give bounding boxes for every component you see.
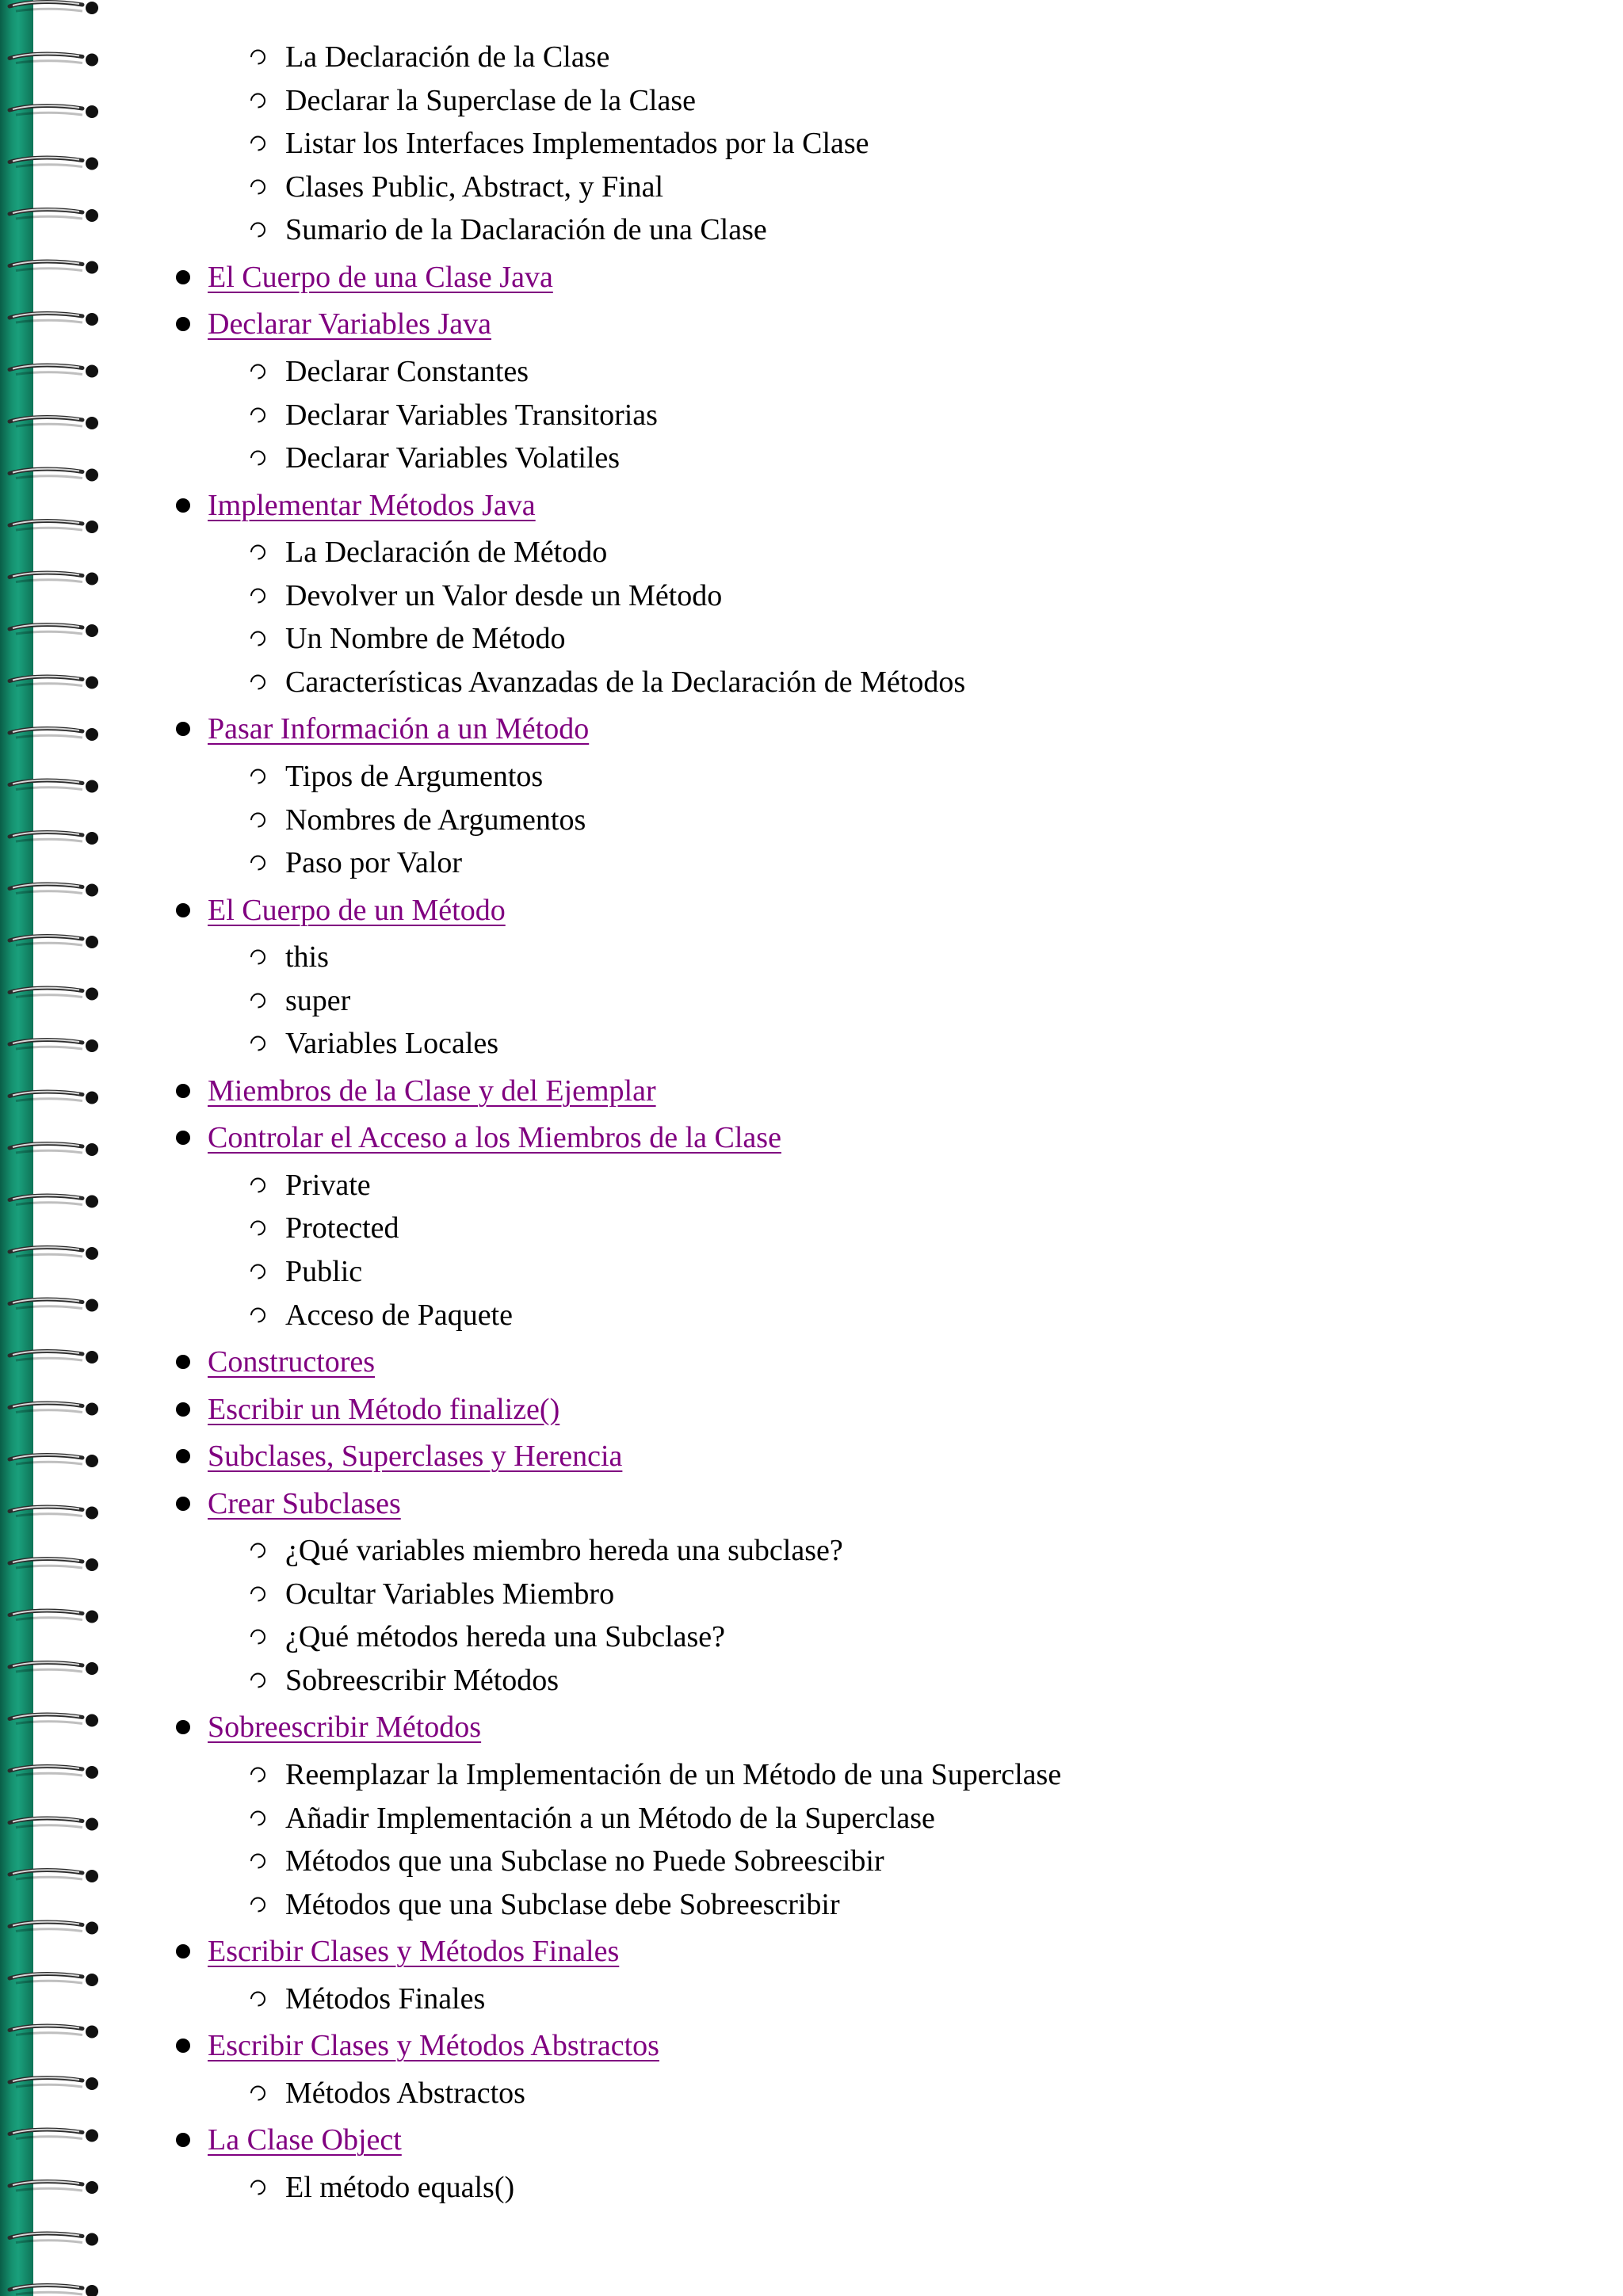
toc-subitem-label: Métodos que una Subclase debe Sobreescribir (285, 1887, 840, 1921)
toc-subitem-label: Tipos de Argumentos (285, 759, 544, 793)
filled-bullet-icon (176, 270, 190, 284)
filled-bullet-icon (176, 1720, 190, 1734)
toc-link[interactable]: Escribir un Método finalize() (208, 1392, 560, 1426)
open-circle-bullet-icon (247, 1540, 269, 1562)
toc-subitem-label: Devolver un Valor desde un Método (285, 578, 723, 612)
toc-subitem-label: Listar los Interfaces Implementados por la Clase (285, 127, 869, 161)
toc-subitem-label: Declarar Constantes (285, 354, 529, 388)
toc-subitem-label: ¿Qué variables miembro hereda una subclase? (285, 1534, 843, 1568)
open-circle-bullet-icon (247, 360, 269, 382)
toc-link[interactable]: Sobreescribir Métodos (208, 1711, 482, 1745)
open-circle-bullet-icon (247, 990, 269, 1011)
toc-subitem-label: Variables Locales (285, 1027, 499, 1061)
filled-bullet-icon (176, 317, 190, 331)
toc-subitem-label: La Declaración de la Clase (285, 40, 610, 74)
open-circle-bullet-icon (247, 1261, 269, 1283)
filled-bullet-icon (176, 1402, 190, 1417)
open-circle-bullet-icon (247, 176, 269, 197)
filled-bullet-icon (176, 2039, 190, 2053)
toc-subitem-label: Declarar Variables Transitorias (285, 398, 658, 432)
toc-link[interactable]: Crear Subclases (208, 1486, 401, 1520)
toc-link[interactable]: El Cuerpo de una Clase Java (208, 260, 553, 294)
toc-subitem-label: Nombres de Argumentos (285, 803, 586, 837)
open-circle-bullet-icon (247, 219, 269, 241)
open-circle-bullet-icon (247, 765, 269, 787)
open-circle-bullet-icon (247, 585, 269, 606)
toc-subitem-label: Métodos Abstractos (285, 2076, 525, 2110)
toc-link[interactable]: Controlar el Acceso a los Miembros de la Clase (208, 1121, 781, 1155)
filled-bullet-icon (176, 1084, 190, 1098)
open-circle-bullet-icon (247, 852, 269, 874)
open-circle-bullet-icon (247, 1669, 269, 1691)
toc-subitem-label: Clases Public, Abstract, y Final (285, 170, 664, 204)
open-circle-bullet-icon (247, 1627, 269, 1648)
open-circle-bullet-icon (247, 1583, 269, 1604)
filled-bullet-icon (176, 1944, 190, 1958)
toc-subitem-label: El método equals() (285, 2170, 515, 2204)
toc-link[interactable]: Declarar Variables Java (208, 307, 491, 341)
toc-subitem-label: Paso por Valor (285, 846, 463, 880)
filled-bullet-icon (176, 498, 190, 513)
open-circle-bullet-icon (247, 1033, 269, 1055)
open-circle-bullet-icon (247, 628, 269, 650)
filled-bullet-icon (176, 1449, 190, 1463)
filled-bullet-icon (176, 903, 190, 917)
toc-subitem-label: Public (285, 1255, 363, 1288)
filled-bullet-icon (176, 2133, 190, 2147)
open-circle-bullet-icon (247, 947, 269, 968)
open-circle-bullet-icon (247, 1218, 269, 1239)
toc-subitem-label: Ocultar Variables Miembro (285, 1577, 615, 1611)
open-circle-bullet-icon (247, 1988, 269, 2009)
open-circle-bullet-icon (247, 2176, 269, 2198)
toc-link[interactable]: La Clase Object (208, 2123, 402, 2157)
toc-subitem-label: Añadir Implementación a un Método de la Superclase (285, 1801, 935, 1835)
open-circle-bullet-icon (247, 404, 269, 425)
open-circle-bullet-icon (247, 542, 269, 563)
filled-bullet-icon (176, 1497, 190, 1511)
toc-link[interactable]: Implementar Métodos Java (208, 488, 536, 522)
toc-subitem-label: Reemplazar la Implementación de un Método de una Superclase (285, 1757, 1062, 1791)
open-circle-bullet-icon (247, 133, 269, 154)
toc-subitem-label: super (285, 983, 351, 1017)
toc-subitem-label: this (285, 940, 329, 974)
toc-subitem-label: Métodos Finales (285, 1981, 486, 2016)
toc-subitem-label: Protected (285, 1211, 399, 1245)
toc-subitem-label: Private (285, 1168, 371, 1202)
open-circle-bullet-icon (247, 809, 269, 830)
filled-bullet-icon (176, 1355, 190, 1369)
open-circle-bullet-icon (247, 47, 269, 68)
toc-subitem-label: Declarar Variables Volatiles (285, 441, 621, 475)
open-circle-bullet-icon (247, 1807, 269, 1829)
toc-link[interactable]: El Cuerpo de un Método (208, 893, 506, 927)
toc-link[interactable]: Pasar Información a un Método (208, 712, 590, 746)
toc-link[interactable]: Escribir Clases y Métodos Finales (208, 1935, 620, 1969)
toc-subitem-label: Declarar la Superclase de la Clase (285, 83, 697, 117)
toc-link[interactable]: Subclases, Superclases y Herencia (208, 1440, 623, 1474)
open-circle-bullet-icon (247, 1174, 269, 1196)
toc-subitem-label: Un Nombre de Método (285, 622, 566, 656)
toc-link[interactable]: Constructores (208, 1345, 376, 1379)
toc-subitem-label: Acceso de Paquete (285, 1298, 513, 1332)
open-circle-bullet-icon (247, 448, 269, 469)
filled-bullet-icon (176, 1131, 190, 1145)
open-circle-bullet-icon (247, 2082, 269, 2103)
open-circle-bullet-icon (247, 1764, 269, 1785)
open-circle-bullet-icon (247, 1894, 269, 1915)
toc-subitem-label: Características Avanzadas de la Declaración de Métodos (285, 665, 966, 699)
toc-link[interactable]: Escribir Clases y Métodos Abstractos (208, 2029, 659, 2063)
toc-subitem-label: Métodos que una Subclase no Puede Sobreescibir (285, 1844, 884, 1878)
toc-link[interactable]: Miembros de la Clase y del Ejemplar (208, 1074, 656, 1108)
toc-subitem-label: ¿Qué métodos hereda una Subclase? (285, 1620, 726, 1654)
filled-bullet-icon (176, 722, 190, 736)
toc-subitem-label: Sobreescribir Métodos (285, 1663, 559, 1697)
toc-subitem-label: Sumario de la Daclaración de una Clase (285, 213, 767, 247)
open-circle-bullet-icon (247, 1304, 269, 1325)
open-circle-bullet-icon (247, 90, 269, 111)
open-circle-bullet-icon (247, 1851, 269, 1872)
toc-subitem-label: La Declaración de Método (285, 536, 608, 570)
open-circle-bullet-icon (247, 671, 269, 692)
